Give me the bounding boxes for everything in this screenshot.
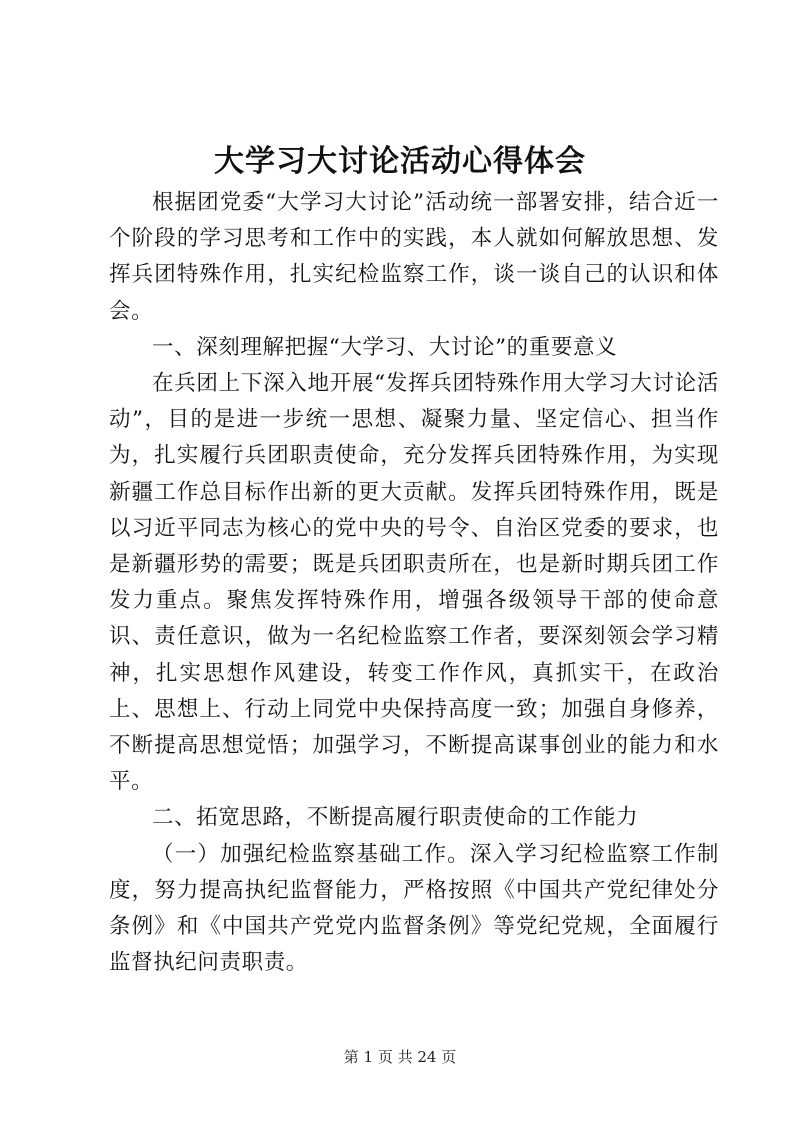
paragraph-subsection-1: （一）加强纪检监察基础工作。深入学习纪检监察工作制度，努力提高执纪监督能力，严格按照《中国共产党纪律处分条例》和《中国共产党党内监督条例》等党纪党规，全面履行监督执纪问责职责。 xyxy=(109,841,719,976)
page-number-footer: 第 1 页 共 24 页 xyxy=(343,1048,457,1066)
section-heading-2: 二、拓宽思路，不断提高履行职责使命的工作能力 xyxy=(152,805,639,831)
paragraph-intro: 根据团党委“大学习大讨论”活动统一部署安排，结合近一个阶段的学习思考和工作中的实践，本人就如何解放思想、发挥兵团特殊作用，扎实纪检监察工作，谈一谈自己的认识和体会。 xyxy=(109,190,719,324)
paragraph-section-1: 在兵团上下深入地开展“发挥兵团特殊作用大学习大讨论活动”，目的是进一步统一思想、凝聚力量、坚定信心、担当作为，扎实履行兵团职责使命，充分发挥兵团特殊作用，为实现新疆工作总目标作出新的更大贡献。发挥兵团特殊作用，既是以习近平同志为核心的党中央的号令、自治区党委的要求，也是新疆形势的需要；既是兵团职责所在，也是新时期兵团工作发力重点。聚焦发挥特殊作用，增强各级领导干部的使命意识、责任意识，做为一名纪检监察工作者，要深刻领会学习精神，扎实思想作风建设，转变工作作风，真抓实干，在政治上、思想上、行动上同党中央保持高度一致；加强自身修养，不断提高思想觉悟；加强学习，不断提高谋事创业的能力和水平。 xyxy=(109,371,719,795)
document-title: 大学习大讨论活动心得体会 xyxy=(214,144,586,179)
document-body xyxy=(109,185,719,981)
section-heading-1: 一、深刻理解把握“大学习、大讨论”的重要意义 xyxy=(152,334,618,360)
